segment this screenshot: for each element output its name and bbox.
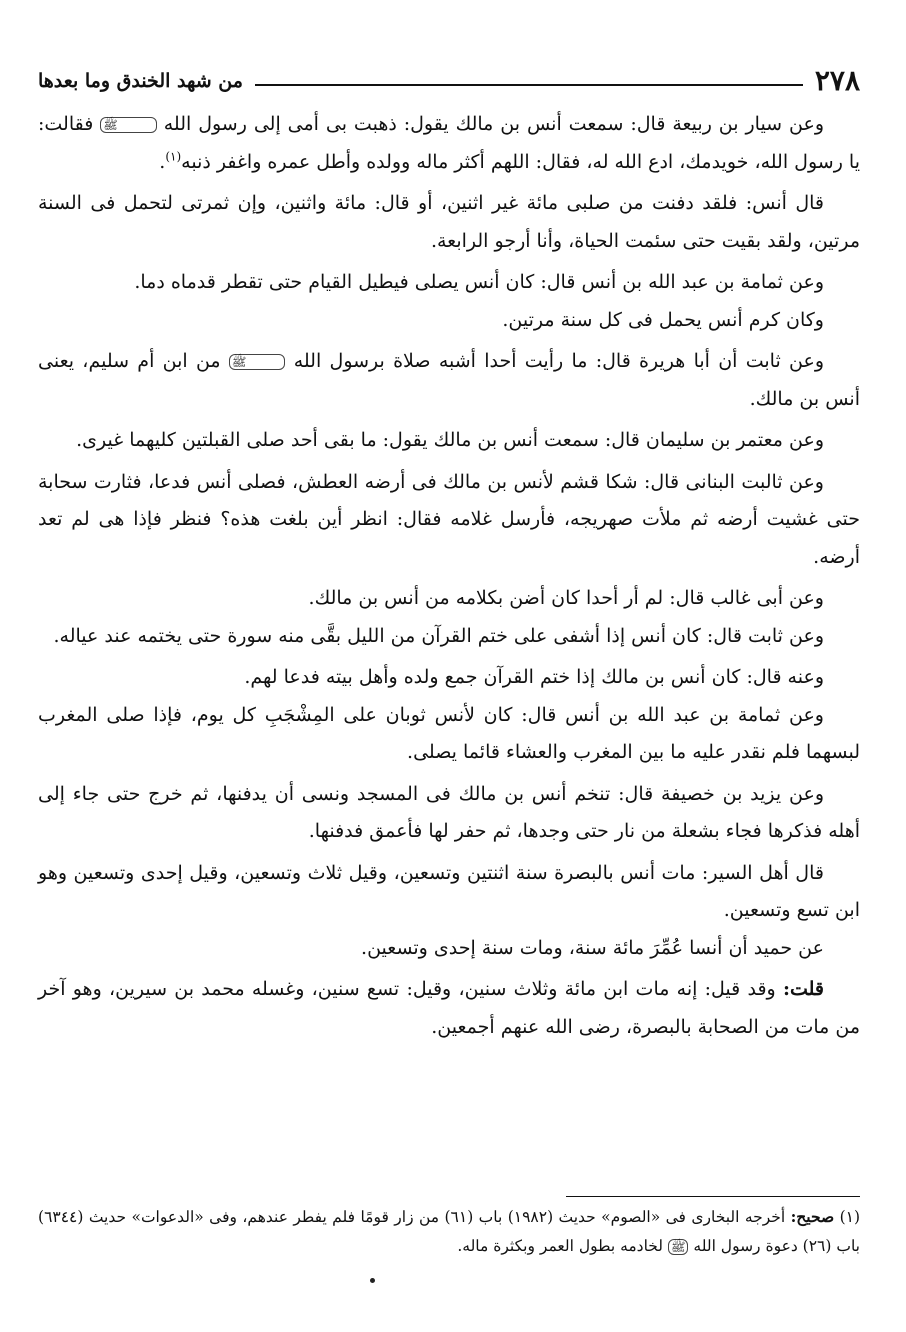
paragraph-8: وعن أبى غالب قال: لم أر أحدا كان أضن بكلامه من أنس بن مالك.: [308, 587, 824, 609]
paragraph-11: وعن ثمامة بن عبد الله بن أنس قال: كان لأنس ثوبان على المِشْجَبِ كل يوم، فإذا صلى المغرب لبسهما فلم نقدر عليه ما بين المغرب والعشاء قائما يصلى.: [38, 703, 860, 763]
paragraph-5: [38, 343, 860, 418]
footnote-divider: [566, 1196, 860, 1197]
footnote-grade: صحيح:: [790, 1207, 835, 1226]
paragraph-1-part-a: وعن سيار بن ربيعة قال: سمعت أنس بن مالك يقول: ذهبت بى أمى إلى رسول الله: [163, 113, 824, 135]
salawat-symbol: ﷺ: [100, 117, 157, 133]
main-text: [38, 106, 860, 1046]
salawat-symbol: ﷺ: [229, 354, 286, 370]
header-rule: [255, 84, 803, 86]
footnotes: [38, 1202, 860, 1261]
paragraph-14: عن حميد أن أنسا عُمِّرَ مائة سنة، ومات سنة إحدى وتسعين.: [361, 936, 824, 959]
page-mark-dot: [370, 1278, 375, 1283]
qultu-label: قلت:: [782, 978, 825, 1000]
paragraph-1-part-b: فقالت: يا رسول الله، خويدمك، ادع الله له، فقال: اللهم أكثر ماله وولده وأطل عمره واغفر ذنبه: [38, 113, 860, 173]
paragraph-15-text: وقد قيل: إنه مات ابن مائة وثلاث سنين، وقيل: تسع سنين، وغسله محمد بن سيرين، وهو آخر من مات من الصحابة بالبصرة، رضى الله عنهم أجمعين.: [38, 978, 860, 1038]
footnote-reference[interactable]: (١): [165, 149, 182, 164]
paragraph-5-part-a: وعن ثابت أن أبا هريرة قال: ما رأيت أحدا أشبه صلاة برسول الله: [293, 350, 825, 372]
paragraph-2: قال أنس: فلقد دفنت من صلبى مائة غير اثنين، أو قال: مائة واثنين، وإن ثمرتى لتحمل فى السنة مرتين، ولقد بقيت حتى سئمت الحياة، وأنا أرجو الرابعة.: [38, 192, 860, 252]
footnote-number: (١): [839, 1208, 861, 1226]
footnote-text-a: أخرجه البخارى فى «الصوم» حديث (١٩٨٢) باب (٦١) من زار قومًا فلم يفطر عندهم، وفى «الدعوات» حديث (٦٣٤٤) باب (٢٦) دعوة رسول الله: [38, 1208, 860, 1255]
running-title: من شهد الخندق وما بعدها: [38, 70, 243, 92]
paragraph-15: [38, 971, 860, 1046]
paragraph-3: وعن ثمامة بن عبد الله بن أنس قال: كان أنس يصلى فيطيل القيام حتى تقطر قدماه دما.: [134, 271, 824, 293]
paragraph-1: [38, 106, 860, 181]
footnote-1: [38, 1202, 860, 1261]
paragraph-9: وعن ثابت قال: كان أنس إذا أشفى على ختم القرآن من الليل بقَّى منه سورة حتى يختمه عند عياله.: [53, 624, 824, 647]
paragraph-10: وعنه قال: كان أنس بن مالك إذا ختم القرآن جمع ولده وأهل بيته فدعا لهم.: [244, 666, 824, 688]
paragraph-1-part-c: .: [159, 150, 166, 173]
paragraph-4: وكان كرم أنس يحمل فى كل سنة مرتين.: [502, 308, 824, 331]
paragraph-5-part-b: من ابن أم سليم، يعنى أنس بن مالك.: [38, 350, 860, 410]
paragraph-12: وعن يزيد بن خصيفة قال: تنخم أنس بن مالك فى المسجد ونسى أن يدفنها، ثم خرج حتى جاء إلى أهله فذكرها فجاء بشعلة من نار حتى وجدها، ثم حفر لها فأعمق فدفنها.: [38, 782, 860, 842]
paragraph-7: وعن ثالبت البنانى قال: شكا قشم لأنس بن مالك فى أرضه العطش، فصلى أنس فدعا، فثارت سحابة حتى غشيت أرضه ثم ملأت صهريجه، فأرسل غلامه فقال: انظر أين بلغت هذه؟ فنظر فإذا هى لم تعد أرضه.: [38, 470, 860, 568]
paragraph-6: وعن معتمر بن سليمان قال: سمعت أنس بن مالك يقول: ما بقى أحد صلى القبلتين كليهما غيرى.: [76, 429, 824, 451]
page-number: ٢٧٨: [814, 64, 860, 97]
page-header: [38, 58, 860, 98]
salawat-symbol: ﷺ: [668, 1239, 689, 1255]
footnote-text-b: لخادمه بطول العمر وبكثرة ماله.: [457, 1237, 664, 1255]
paragraph-13: قال أهل السير: مات أنس بالبصرة سنة اثنتين وتسعين، وقيل ثلاث وتسعين، وقيل إحدى وتسعين وهو ابن تسع وتسعين.: [38, 861, 860, 921]
